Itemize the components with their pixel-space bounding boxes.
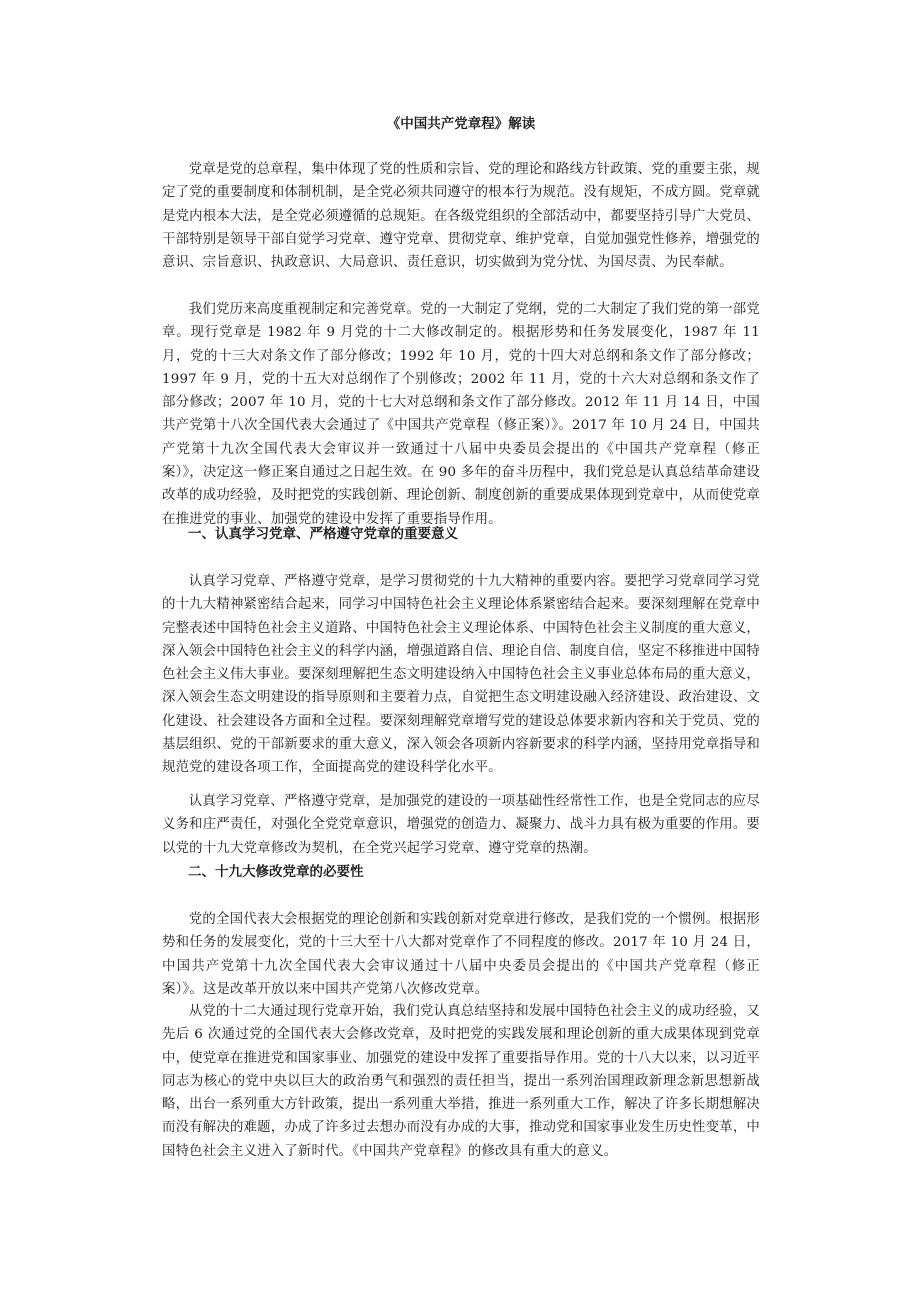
section-heading-1: 一、认真学习党章、严格遵守党章的重要意义	[188, 526, 458, 542]
section-1-paragraph-1: 认真学习党章、严格遵守党章，是学习贯彻党的十九大精神的重要内容。要把学习党章同学习党的十九大精神紧密结合起来，同学习中国特色社会主义理论体系紧密结合起来。要深刻理解在党章中完整表述中国特色社会主义道路、中国特色社会主义理论体系、中国特色社会主义制度的重大意义，深入领会中国特色社会主义的科学内涵，增强道路自信、理论自信、制度自信，坚定不移推进中国特色社会主义伟大事业。要深刻理解把生态文明建设纳入中国特色社会主义事业总体布局的重大意义，深入领会生态文明建设的指导原则和主要着力点，自觉把生态文明建设融入经济建设、政治建设、文化建设、社会建设各方面和全过程。要深刻理解党章增写党的建设总体要求新内容和关于党员、党的基层组织、党的干部新要求的重大意义，深入领会各项新内容新要求的科学内涵，坚持用党章指导和规范党的建设各项工作，全面提高党的建设科学化水平。	[162, 574, 760, 776]
section-heading-2: 二、十九大修改党章的必要性	[188, 864, 364, 880]
document-title: 《中国共产党章程》解读	[386, 116, 536, 132]
section-2-paragraph-2: 从党的十二大通过现行党章开始，我们党认真总结坚持和发展中国特色社会主义的成功经验，又先后 6 次通过党的全国代表大会修改党章，及时把党的实践发展和理论创新的重大成果体现到党章中，使党章在推进党和国家事业、加强党的建设中发挥了重要指导作用。党的十八大以来，以习近平同志为核心的党中央以巨大的政治勇气和强烈的责任担当，提出一系列治国理政新理念新思想新战略，出台一系列重大方针政策，提出一系列重大举措，推进一系列重大工作，解决了许多长期想解决而没有解决的难题，办成了许多过去想办而没有办成的大事，推动党和国家事业发生历史性变革，中国特色社会主义进入了新时代。《中国共产党章程》的修改具有重大的意义。	[162, 1004, 760, 1159]
section-1-paragraph-2: 认真学习党章、严格遵守党章，是加强党的建设的一项基础性经常性工作，也是全党同志的应尽义务和庄严责任，对强化全党党章意识，增强党的创造力、凝聚力、战斗力具有极为重要的作用。要以党的十九大党章修改为契机，在全党兴起学习党章、遵守党章的热潮。	[162, 794, 760, 856]
section-2-paragraph-1: 党的全国代表大会根据党的理论创新和实践创新对党章进行修改，是我们党的一个惯例。根据形势和任务的发展变化，党的十三大至十八大都对党章作了不同程度的修改。2017 年 10 月 24 日，中国共产党第十九次全国代表大会审议通过十八届中央委员会提出的《中国共产党章程（修正案）》。这是改革开放以来中国共产党第八次修改党章。	[162, 912, 760, 997]
intro-paragraph-2: 我们党历来高度重视制定和完善党章。党的一大制定了党纲，党的二大制定了我们党的第一部党章。现行党章是 1982 年 9 月党的十二大修改制定的。根据形势和任务发展变化，1987 年 11 月，党的十三大对条文作了部分修改；1992 年 10 月，党的十四大对总纲和条文作了部分修改；1997 年 9 月，党的十五大对总纲作了个别修改；2002 年 11 月，党的十六大对总纲和条文作了部分修改；2007 年 10 月，党的十七大对总纲和条文作了部分修改。2012 年 11 月 14 日，中国共产党第十八次全国代表大会通过了《中国共产党章程（修正案）》。2017 年 10 月 24 日，中国共产党第十九次全国代表大会审议并一致通过十八届中央委员会提出的《中国共产党章程（修正案）》，决定这一修正案自通过之日起生效。在 90 多年的奋斗历程中，我们党总是认真总结革命建设改革的成功经验，及时把党的实践创新、理论创新、制度创新的重要成果体现到党章中，从而使党章在推进党的事业、加强党的建设中发挥了重要指导作用。	[162, 302, 760, 527]
intro-paragraph-1: 党章是党的总章程，集中体现了党的性质和宗旨、党的理论和路线方针政策、党的重要主张，规定了党的重要制度和体制机制，是全党必须共同遵守的根本行为规范。没有规矩，不成方圆。党章就是党内根本大法，是全党必须遵循的总规矩。在各级党组织的全部活动中，都要坚持引导广大党员、干部特别是领导干部自觉学习党章、遵守党章、贯彻党章、维护党章，自觉加强党性修养，增强党的意识、宗旨意识、执政意识、大局意识、责任意识，切实做到为党分忧、为国尽责、为民奉献。	[162, 162, 760, 271]
